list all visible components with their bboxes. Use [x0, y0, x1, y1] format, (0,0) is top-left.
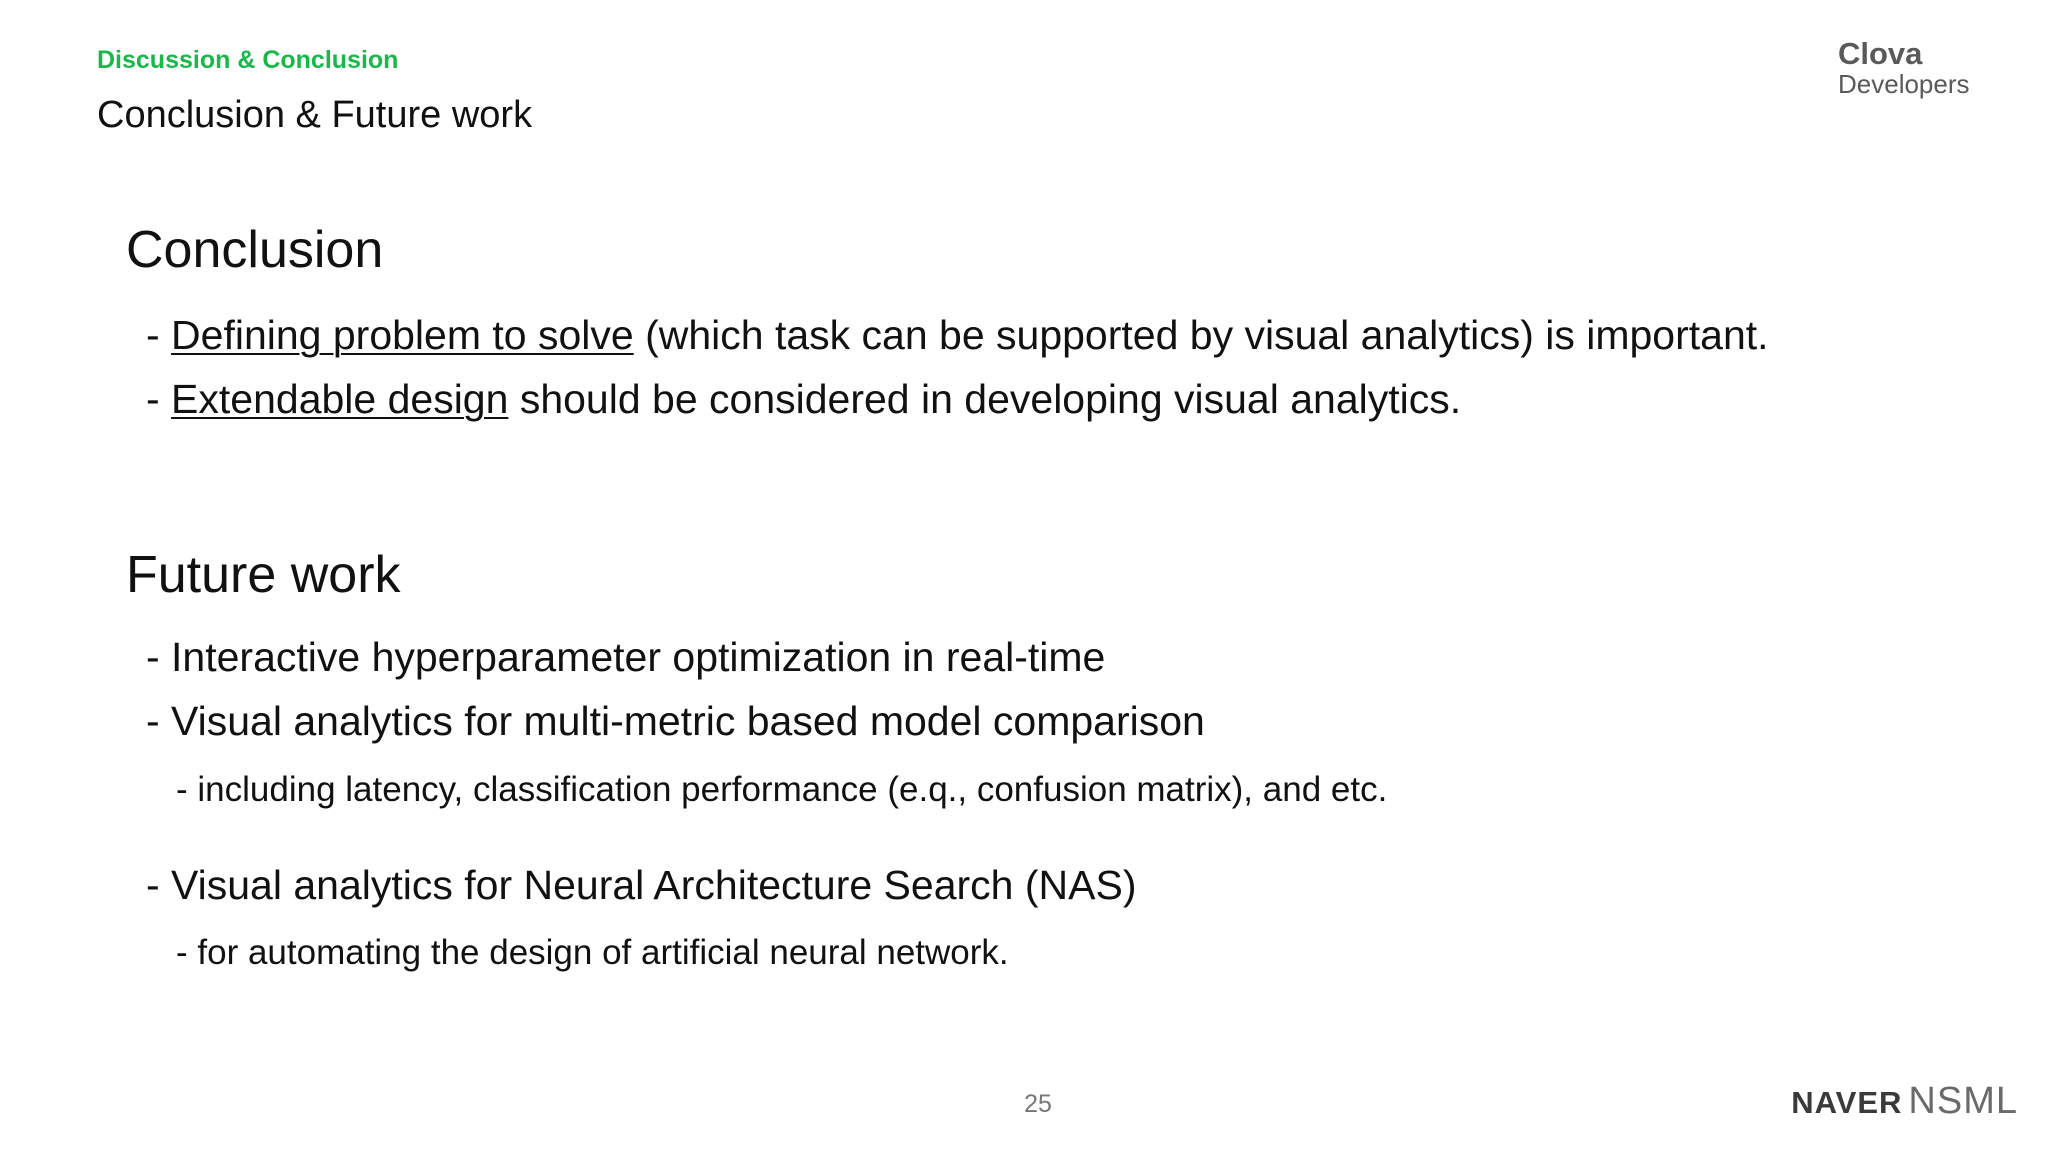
future-work-bullet-2: - Visual analytics for multi-metric based model comparison [146, 698, 1205, 744]
future-work-bullet-1: - Interactive hyperparameter optimization in real-time [146, 634, 1106, 680]
conclusion-bullet-2 [146, 376, 1461, 423]
clova-developers-logo [1838, 38, 1998, 98]
naver-logo-text: NAVER [1791, 1085, 1903, 1120]
bullet-dash: - [146, 312, 172, 358]
bullet-text: should be considered in developing visual analytics. [508, 376, 1462, 422]
future-work-sub-bullet-2: - for automating the design of artificial neural network. [176, 933, 1009, 972]
bullet-text: (which task can be supported by visual analytics) is important. [633, 312, 1769, 358]
developers-logo-text: Developers [1838, 68, 1970, 99]
future-work-bullet-3: - Visual analytics for Neural Architecture Search (NAS) [146, 862, 1137, 908]
future-work-heading: Future work [126, 546, 401, 604]
bullet-dash: - [146, 376, 172, 422]
naver-nsml-logo [1791, 1082, 2018, 1120]
slide-subtitle: Conclusion & Future work [97, 94, 533, 136]
section-tag: Discussion & Conclusion [97, 46, 399, 74]
conclusion-heading: Conclusion [126, 221, 384, 279]
conclusion-bullet-1 [146, 312, 1769, 359]
future-work-sub-bullet-1: - including latency, classification performance (e.q., confusion matrix), and etc. [176, 770, 1388, 809]
bullet-underlined-text: Extendable design [171, 376, 509, 422]
nsml-logo-text: NSML [1908, 1080, 2018, 1122]
page-number: 25 [1024, 1090, 1052, 1118]
clova-logo-text: Clova [1838, 36, 1923, 71]
bullet-underlined-text: Defining problem to solve [171, 312, 634, 358]
